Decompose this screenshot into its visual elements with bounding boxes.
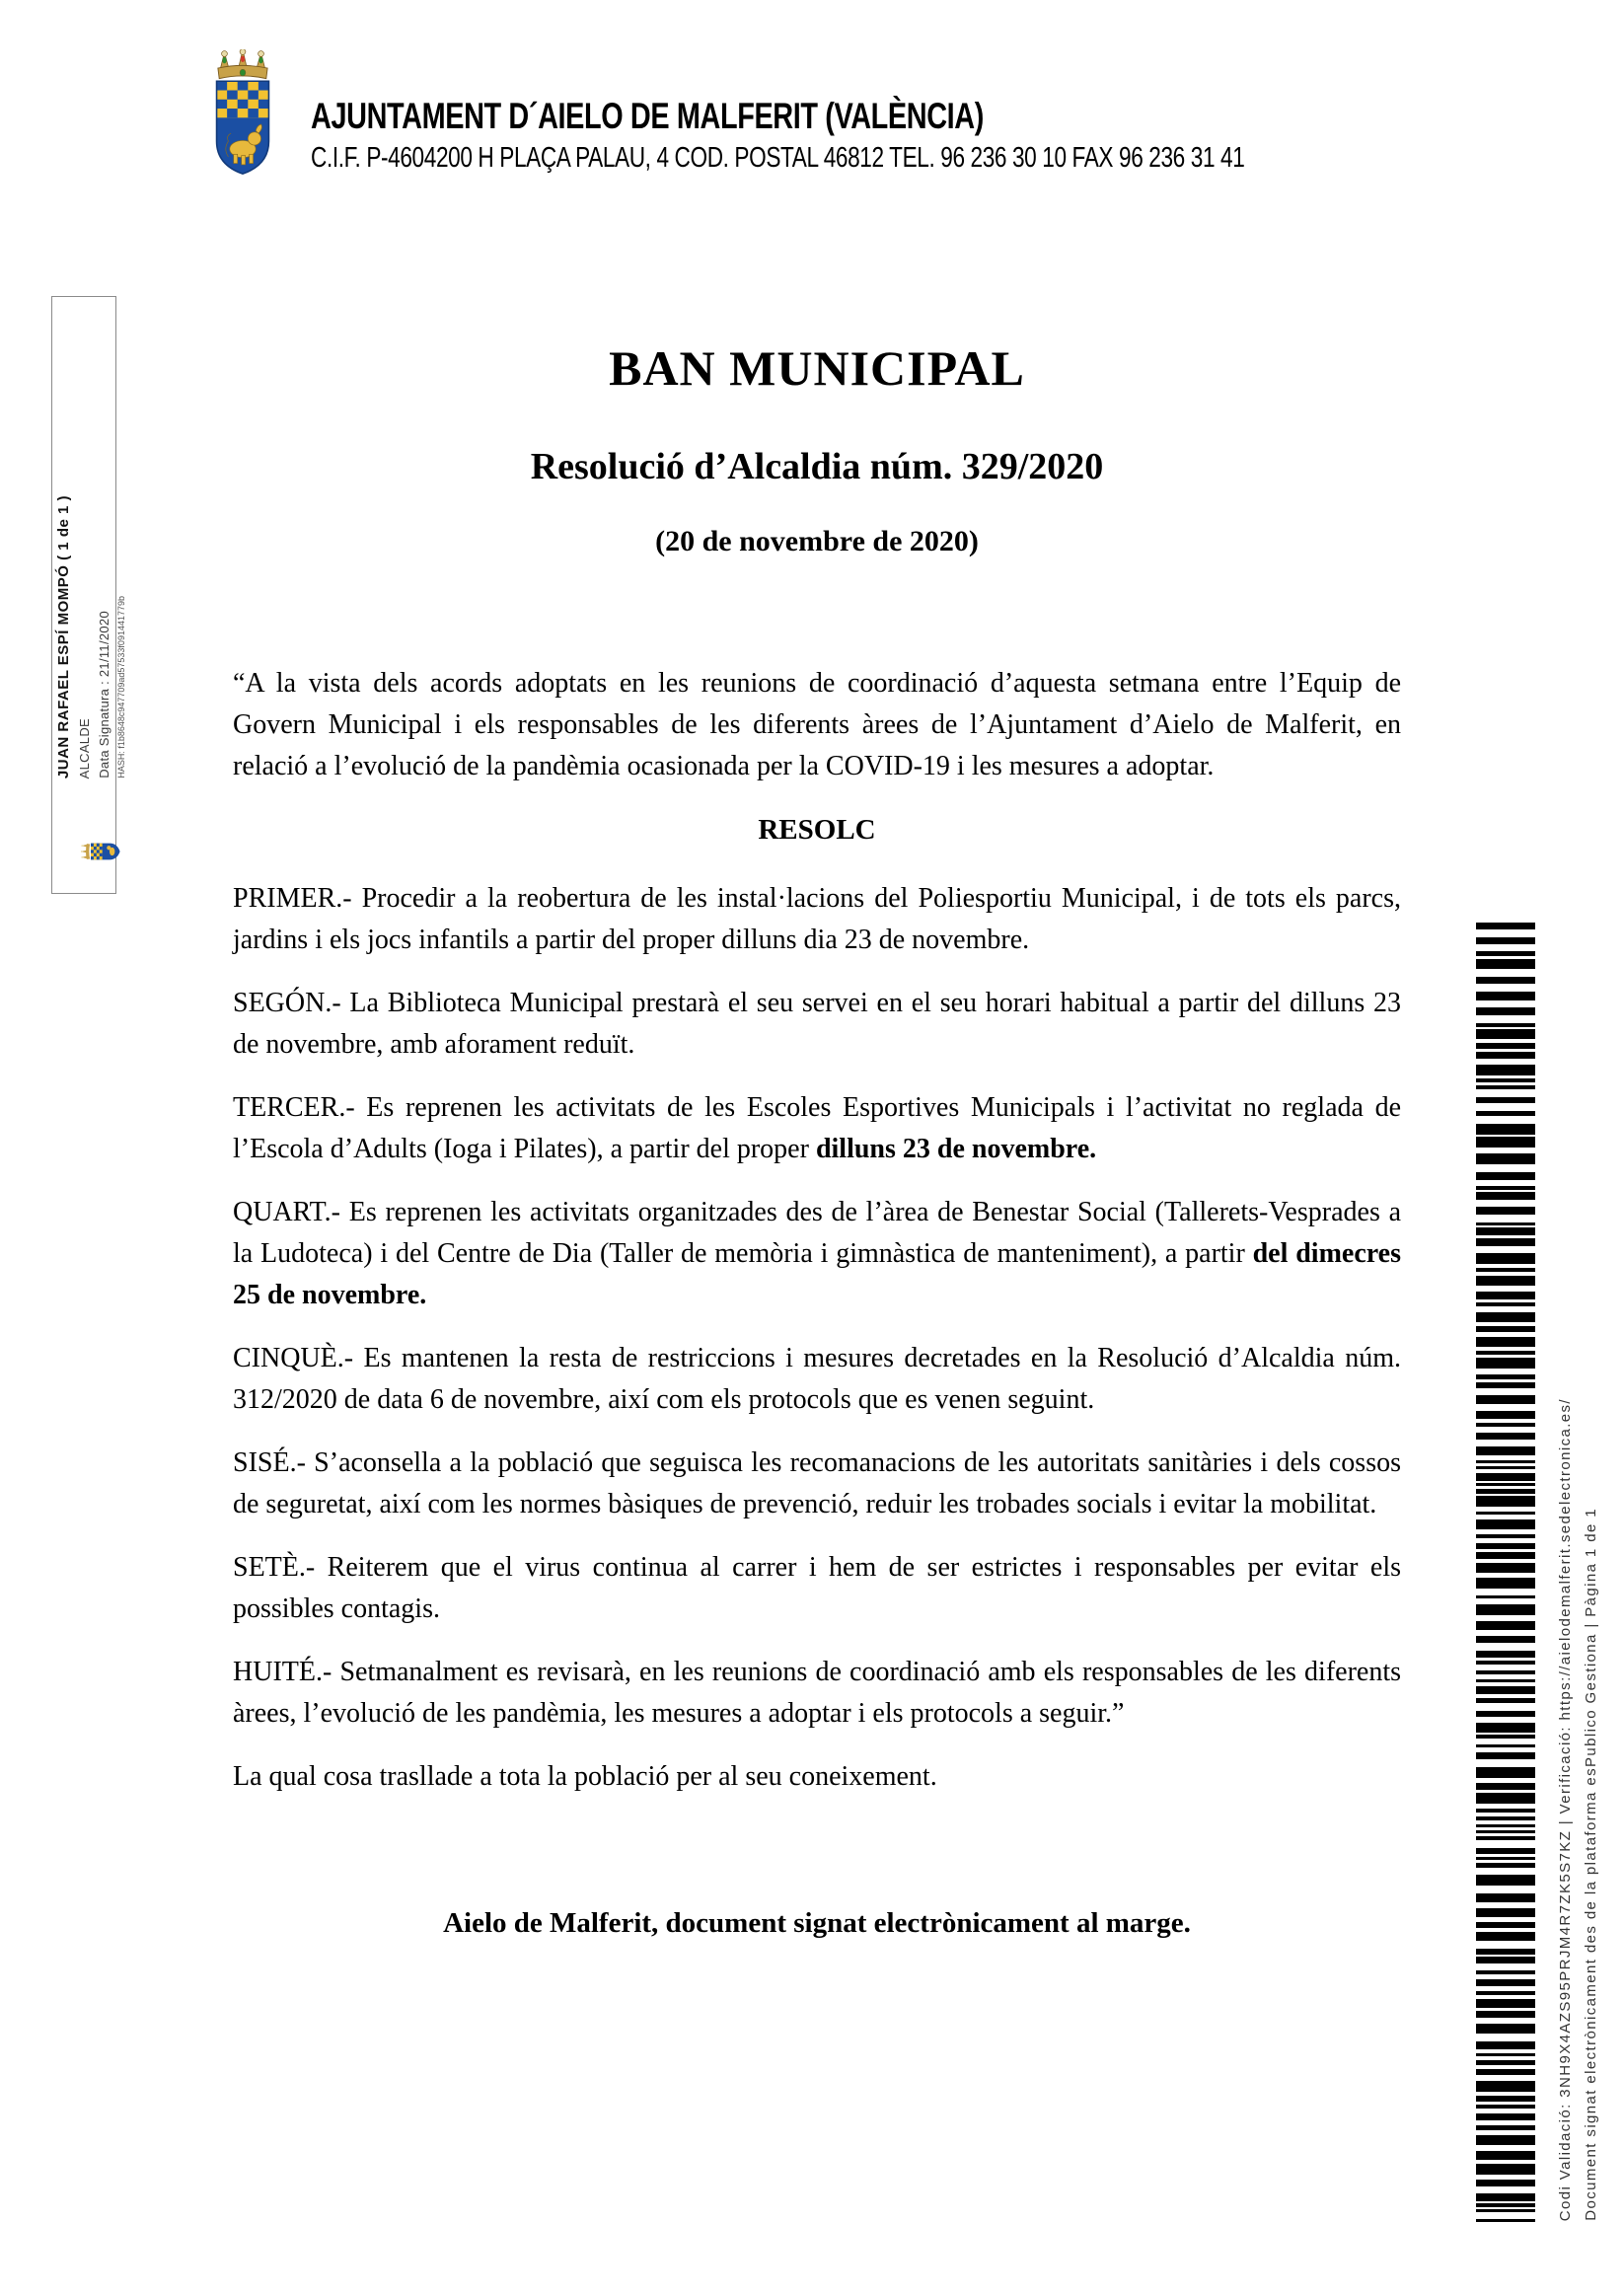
- verification-margin: [1557, 1047, 1599, 2221]
- verification-platform-line: Document signat electrònicament des de la plataforma esPublico Gestiona | Pàgina 1 de 1: [1583, 1508, 1599, 2221]
- paragraph-text: SEGÓN.- La Biblioteca Municipal prestarà el seu servei en el seu horari habitual a partir del dilluns 23 de novembre, amb aforament reduït.: [233, 988, 1401, 1060]
- barcode: [1476, 923, 1535, 2222]
- intro-text: “A la vista dels acords adoptats en les reunions de coordinació d’aquesta setmana entre l’Equip de Govern Municipal i els responsables de les diferents àrees de l’Ajuntament d’Aielo de Malferit, en relació a l’evolució de la pandèmia ocasionada per la COVID-19 i les mesures a adoptar.: [233, 668, 1401, 781]
- paragraph-quart: [233, 1192, 1401, 1316]
- verification-code-line: Codi Validació: 3NH9X4AZS95PRJM4R7ZK5S7KZ | Verificació: https://aielodemalferit.sedelectronica.es/: [1557, 1397, 1574, 2221]
- shield-icon: [217, 81, 269, 174]
- coat-of-arms-small-icon: [81, 839, 120, 864]
- paragraph-text: TERCER.- Es reprenen les activitats de les Escoles Esportives Municipals i l’activitat no reglada de l’Escola d’Adults (Ioga i Pilates), a partir del proper: [233, 1092, 1401, 1164]
- paragraph-text: SETÈ.- Reiterem que el virus continua al carrer i hem de ser estrictes i responsables per evitar els possibles contagis.: [233, 1552, 1401, 1624]
- paragraph-bold-text: dilluns 23 de novembre.: [815, 1134, 1097, 1164]
- signature-margin-box: [51, 296, 126, 894]
- organization-name: AJUNTAMENT D´AIELO DE MALFERIT (VALÈNCIA): [311, 96, 984, 136]
- paragraph-huite: [233, 1652, 1401, 1735]
- intro-paragraph: [233, 663, 1401, 787]
- signer-role: ALCALDE: [77, 717, 92, 778]
- coat-of-arms-icon: [202, 49, 283, 176]
- closing-line: La qual cosa trasllade a tota la població per al seu coneixement.: [233, 1761, 937, 1792]
- paragraph-text: HUITÉ.- Setmanalment es revisarà, en les reunions de coordinació amb els responsables de les diferents àrees, l’evolució de les pandèmia, les mesures a adoptar i els protocols a seguir.”: [233, 1657, 1401, 1729]
- crown-icon: [218, 49, 267, 79]
- paragraph-primer: [233, 878, 1401, 961]
- paragraph-text: CINQUÈ.- Es mantenen la resta de restriccions i mesures decretades en la Resolució d’Alcaldia núm. 312/2020 de data 6 de novembre, així com els protocols que es venen seguint.: [233, 1343, 1401, 1415]
- paragraph-sete: [233, 1547, 1401, 1630]
- paragraph-cinque: [233, 1338, 1401, 1421]
- document-subtitle: Resolució d’Alcaldia núm. 329/2020: [530, 446, 1104, 487]
- organization-contact: C.I.F. P-4604200 H PLAÇA PALAU, 4 COD. POSTAL 46812 TEL. 96 236 30 10 FAX 96 236 31 41: [311, 141, 1245, 174]
- document-date: (20 de novembre de 2020): [655, 525, 979, 557]
- letterhead: [202, 49, 1508, 176]
- signer-name: JUAN RAFAEL ESPÍ MOMPÓ ( 1 de 1 ): [55, 494, 72, 778]
- document-body: [233, 340, 1401, 1941]
- checker-pattern: [217, 81, 269, 117]
- document-title: BAN MUNICIPAL: [609, 340, 1025, 396]
- paragraph-text: SISÉ.- S’aconsella a la població que seguisca les recomanacions de les autoritats sanitàries i dels cossos de seguretat, així com les normes bàsiques de prevenció, reduir les trobades socials i evitar la mobilitat.: [233, 1447, 1401, 1519]
- paragraph-text: QUART.- Es reprenen les activitats organitzades des de l’àrea de Benestar Social (Tallerets-Vesprades a la Ludoteca) i del Centre de Dia (Taller de memòria i gimnàstica de manteniment), a partir: [233, 1197, 1401, 1269]
- paragraph-sise: [233, 1443, 1401, 1525]
- signature-note: Aielo de Malferit, document signat electrònicament al marge.: [443, 1907, 1191, 1939]
- signature-date: Data Signatura : 21/11/2020: [97, 611, 111, 778]
- paragraph-text: PRIMER.- Procedir a la reobertura de les instal·lacions del Poliesportiu Municipal, i de tots els parcs, jardins i els jocs infantils a partir del proper dilluns dia 23 de novembre.: [233, 883, 1401, 955]
- paragraph-segon: [233, 983, 1401, 1066]
- letterhead-text: [311, 97, 1508, 176]
- paragraph-bold-text: del dimecres 25 de novembre.: [233, 1238, 1401, 1310]
- signature-margin-lines: [55, 303, 126, 778]
- resolc-heading: RESOLC: [758, 814, 876, 846]
- paragraph-tercer: [233, 1087, 1401, 1170]
- signature-hash: HASH: f1b8648c947709ad57533f091441779b: [116, 596, 126, 778]
